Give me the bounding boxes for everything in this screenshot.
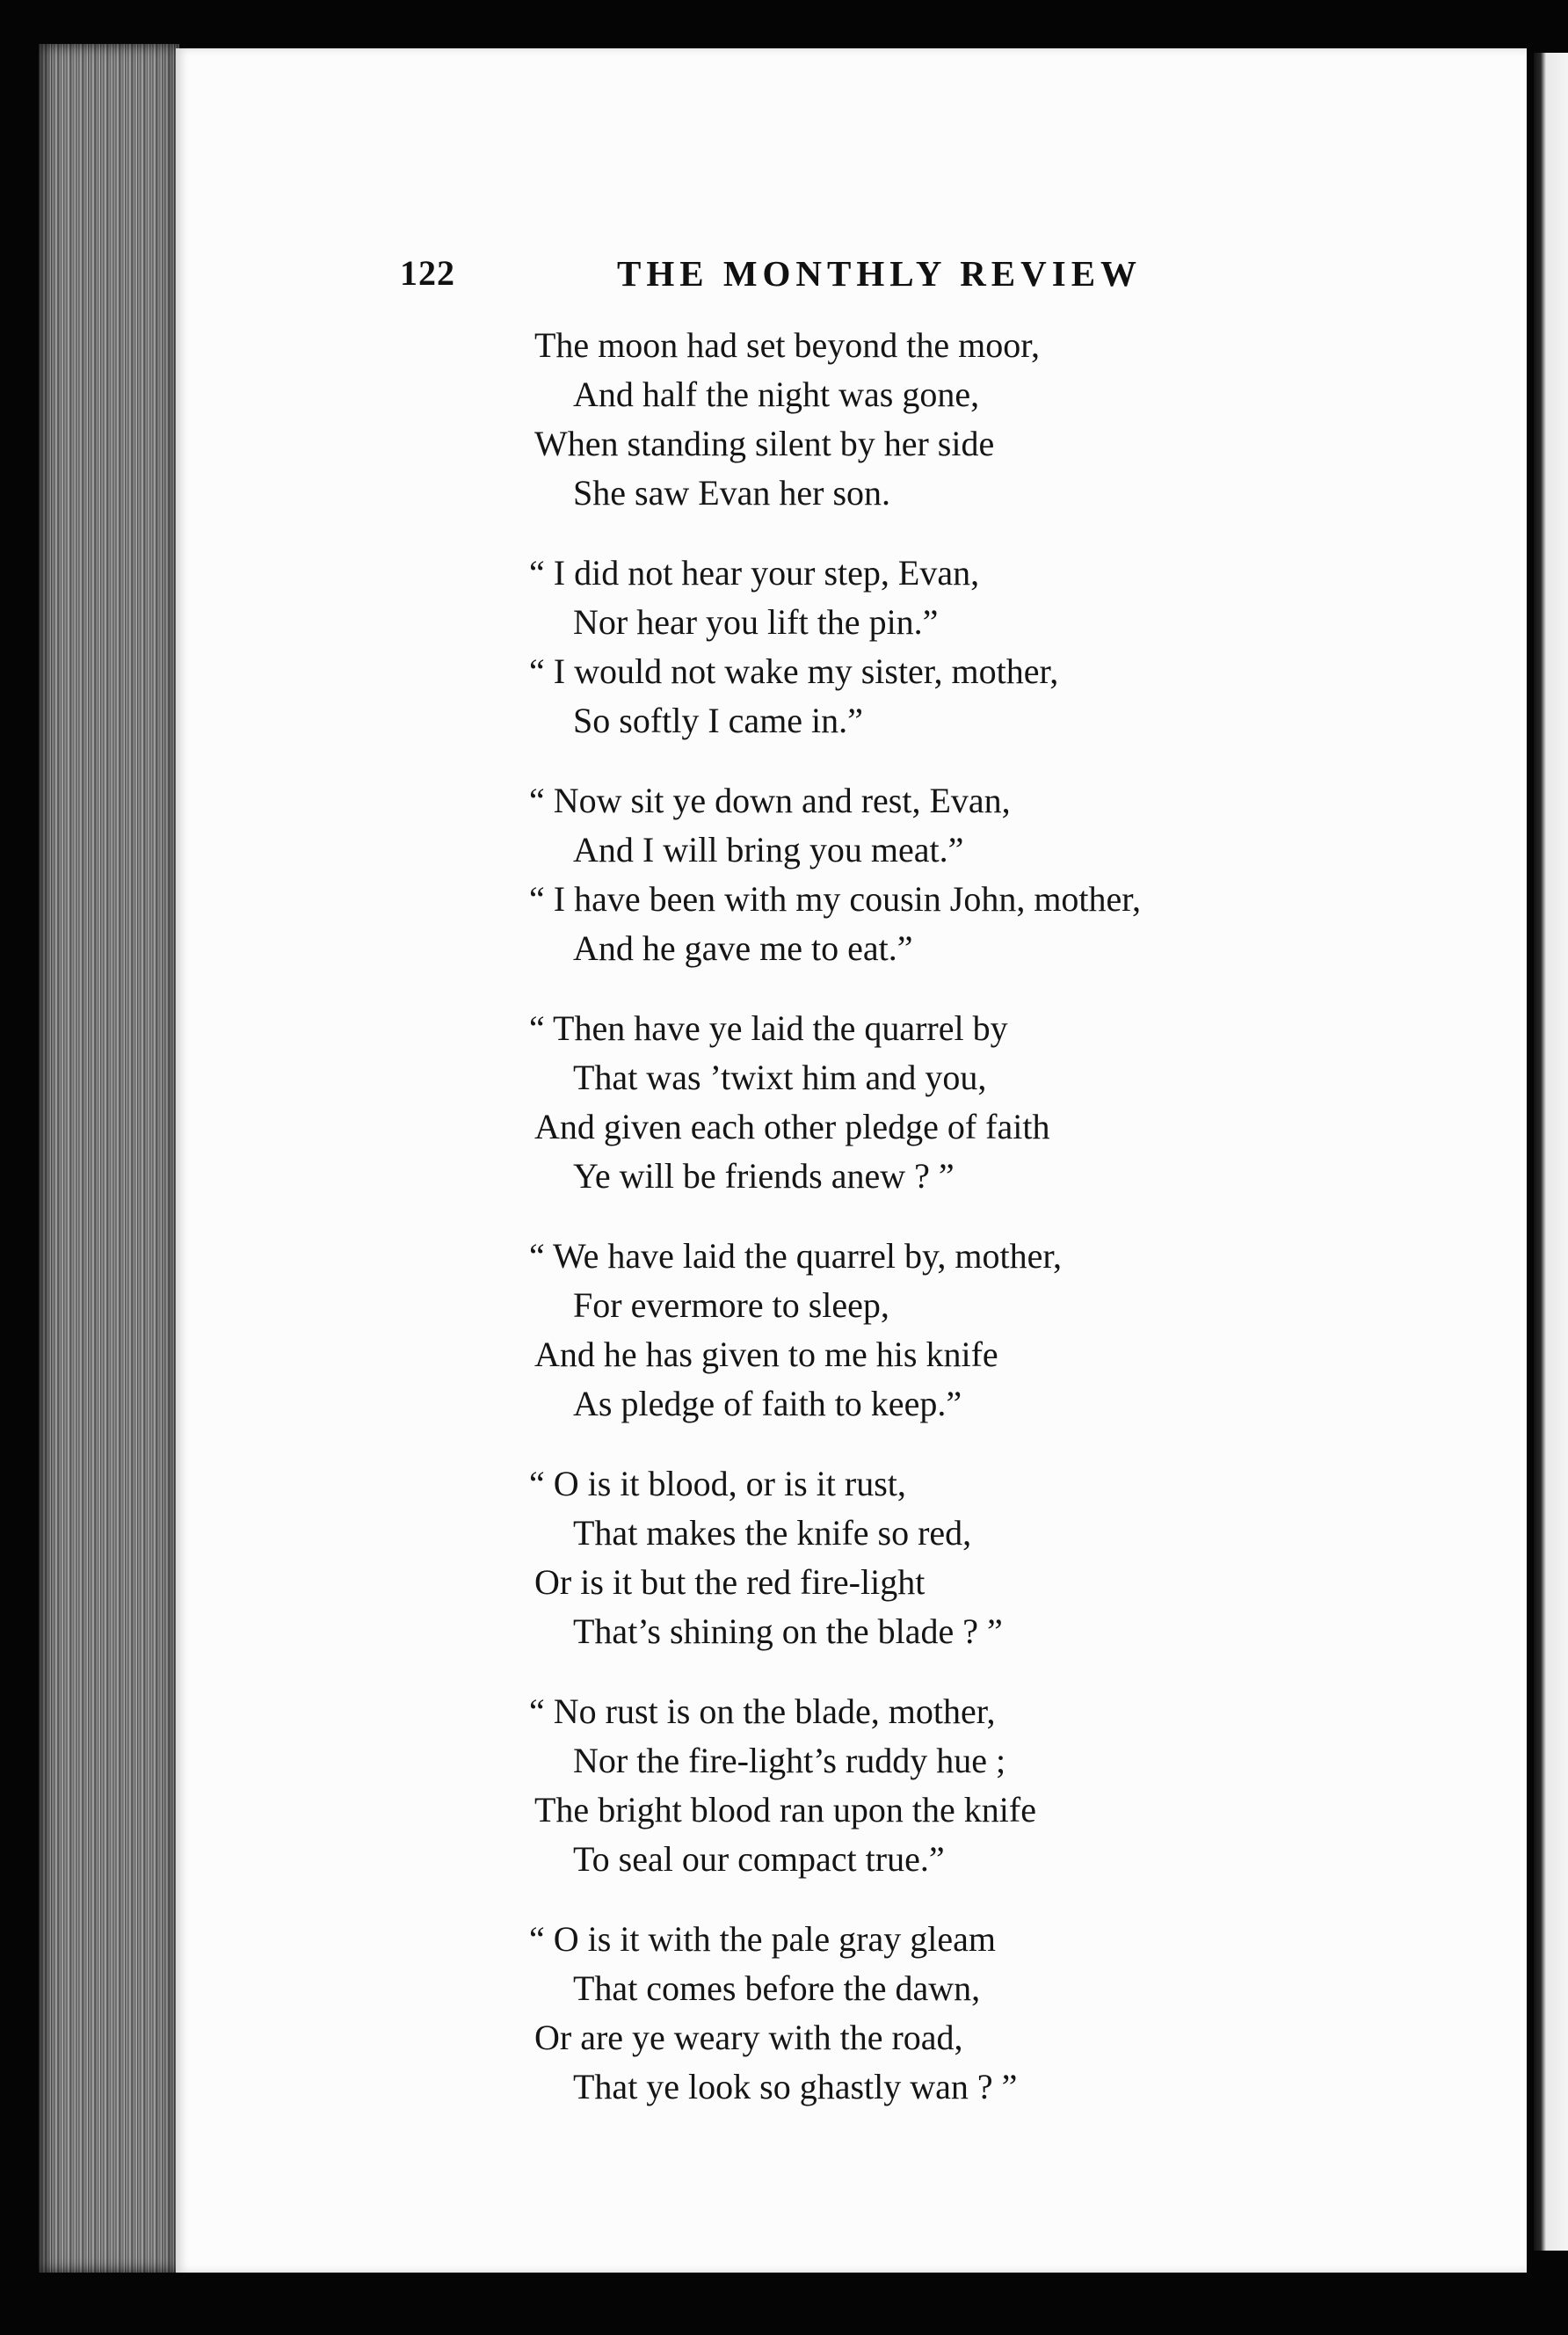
page-number: 122 [400, 253, 455, 293]
poem-line: “ No rust is on the blade, mother, [529, 1691, 996, 1731]
poem-line: “ I have been with my cousin John, mother, [529, 879, 1142, 919]
poem-line: That was ’twixt him and you, [573, 1058, 987, 1097]
poem-line: The bright blood ran upon the knife [534, 1790, 1036, 1829]
poem-line: “ We have laid the quarrel by, mother, [529, 1236, 1063, 1276]
poem-line: That ye look so ghastly wan ? ” [573, 2067, 1018, 2106]
poem [529, 321, 1466, 2142]
poem-line: So softly I came in.” [573, 701, 863, 740]
poem-line: “ I would not wake my sister, mother, [529, 651, 1059, 691]
poem-line: And he has given to me his knife [534, 1335, 998, 1374]
poem-line: The moon had set beyond the moor, [534, 325, 1040, 365]
facing-page-edge [1534, 53, 1568, 2251]
stanza [529, 1915, 1466, 2112]
poem-line: And half the night was gone, [573, 375, 980, 414]
poem-line: Ye will be friends anew ? ” [573, 1156, 955, 1196]
stanza [529, 549, 1466, 746]
stanza [529, 1687, 1466, 1884]
poem-line: To seal our compact true.” [573, 1839, 945, 1879]
journal-title: THE MONTHLY REVIEW [617, 253, 1143, 294]
stanza [529, 1232, 1466, 1429]
stanza [529, 776, 1466, 973]
poem-line: “ I did not hear your step, Evan, [529, 553, 980, 593]
stanza [534, 321, 1466, 518]
poem-line: Or are ye weary with the road, [534, 2018, 963, 2057]
poem-line: For evermore to sleep, [573, 1285, 889, 1325]
running-head [176, 252, 1527, 305]
poem-line: Or is it but the red fire-light [534, 1562, 926, 1602]
poem-line: And he gave me to eat.” [573, 928, 913, 968]
stanza [529, 1004, 1466, 1201]
page-block-edge [39, 44, 179, 2273]
book-page [176, 48, 1527, 2273]
poem-line: Nor the fire-light’s ruddy hue ; [573, 1741, 1006, 1780]
poem-line: “ O is it with the pale gray gleam [529, 1919, 996, 1959]
poem-line: That comes before the dawn, [573, 1968, 981, 2008]
poem-line: “ Then have ye laid the quarrel by [529, 1008, 1008, 1048]
poem-line: Nor hear you lift the pin.” [573, 602, 939, 642]
poem-line: She saw Evan her son. [573, 473, 891, 513]
poem-line: As pledge of faith to keep.” [573, 1384, 962, 1423]
poem-line: And I will bring you meat.” [573, 830, 964, 869]
poem-line: When standing silent by her side [534, 424, 995, 463]
poem-line: That’s shining on the blade ? ” [573, 1611, 1003, 1651]
poem-line: “ Now sit ye down and rest, Evan, [529, 781, 1011, 820]
poem-line: That makes the knife so red, [573, 1513, 972, 1553]
poem-line: And given each other pledge of faith [534, 1107, 1050, 1146]
stanza [529, 1459, 1466, 1656]
poem-line: “ O is it blood, or is it rust, [529, 1464, 906, 1503]
